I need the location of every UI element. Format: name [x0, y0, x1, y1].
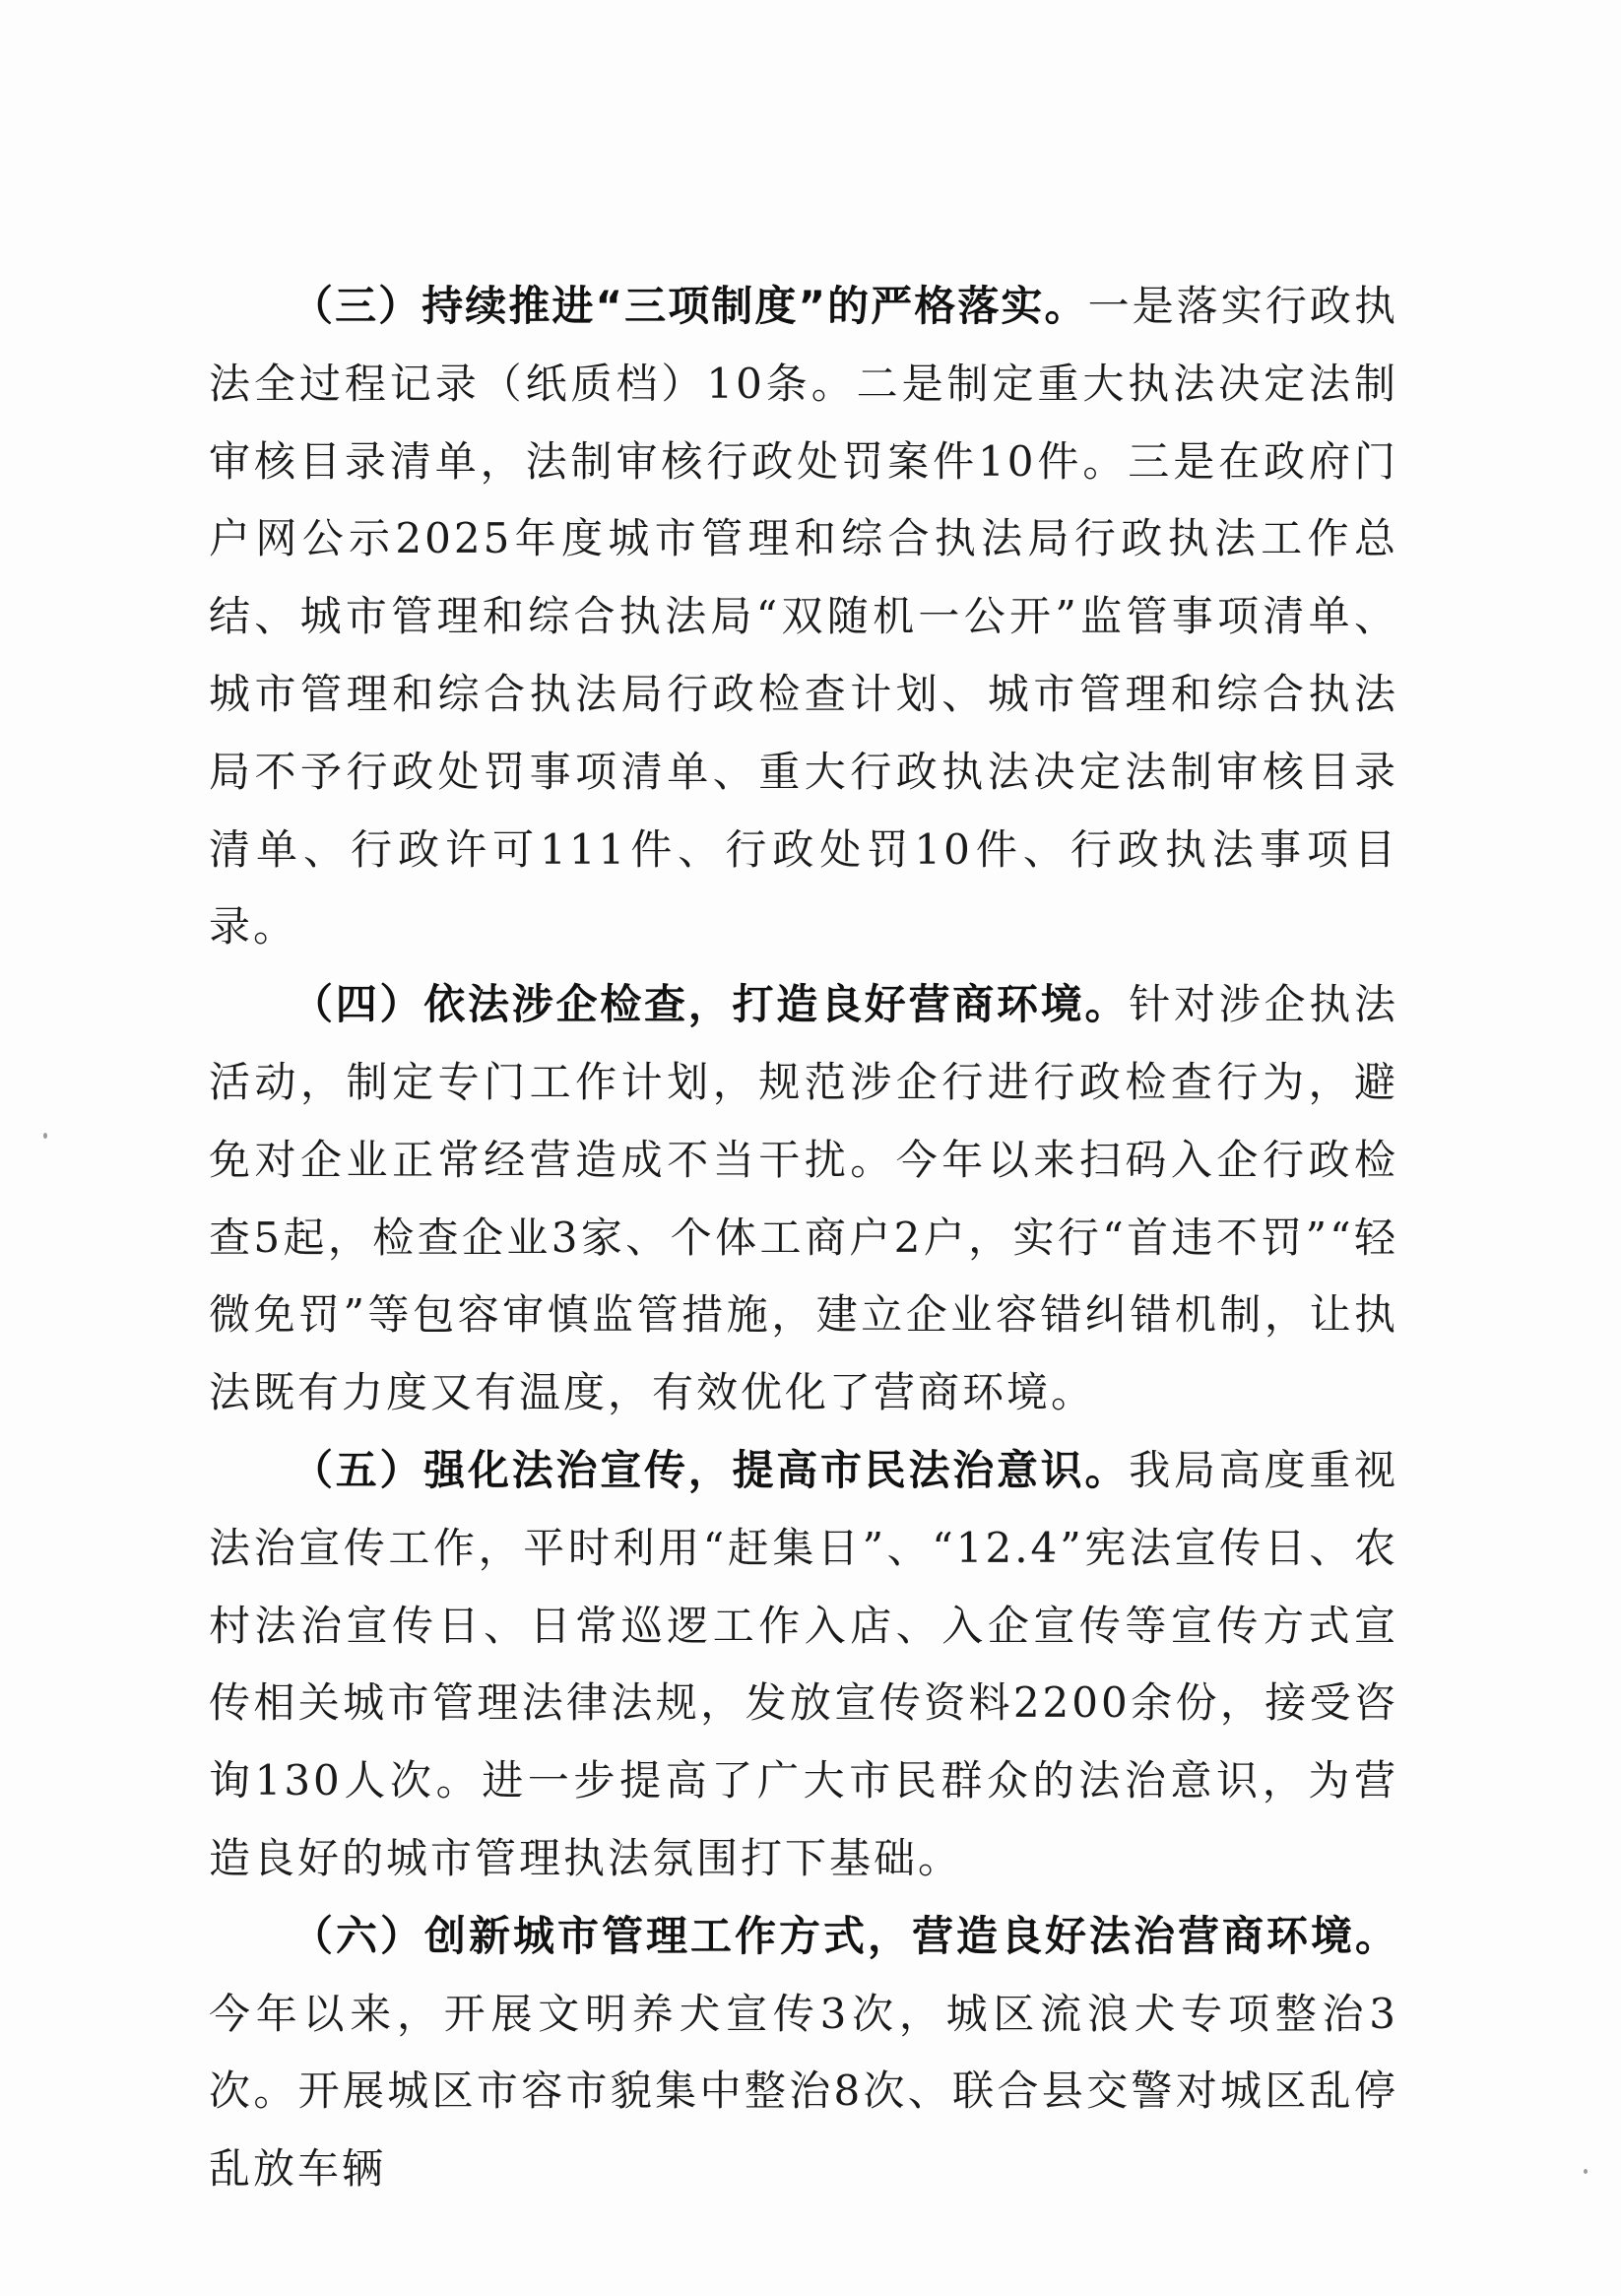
paragraph-three-text: 一是落实行政执法全过程记录（纸质档）10条。二是制定重大执法决定法制审核目录清单，法制审核行政处罚案件10件。三是在政府门户网公示2025年度城市管理和综合执法局行政执法工作总结、城市管理和综合执法局“双随机一公开”监管事项清单、城市管理和综合执法局行政检查计划、城市管理和综合执法局不予行政处罚事项清单、重大行政执法决定法制审核目录清单、行政许可111件、行政处罚10件、行政执法事项目录。	[209, 282, 1398, 951]
paragraph-five-heading: （五）强化法治宣传，提高市民法治意识。	[292, 1445, 1130, 1494]
scan-speck	[1584, 2169, 1588, 2174]
paragraph-six-text: 今年以来，开展文明养犬宣传3次，城区流浪犬专项整治3次。开展城区市容市貌集中整治8次、联合县交警对城区乱停乱放车辆	[209, 1989, 1398, 2194]
paragraph-five	[209, 1432, 1398, 1898]
paragraph-five-text: 我局高度重视法治宣传工作，平时利用“赶集日”、“12.4”宪法宣传日、农村法治宣传日、日常巡逻工作入店、入企宣传等宣传方式宣传相关城市管理法律法规，发放宣传资料2200余份，接受咨询130人次。进一步提高了广大市民群众的法治意识，为营造良好的城市管理执法氛围打下基础。	[209, 1445, 1398, 1882]
scan-speck	[43, 1133, 47, 1139]
paragraph-six	[209, 1898, 1398, 2208]
paragraph-four-text: 针对涉企执法活动，制定专门工作计划，规范涉企行进行政检查行为，避免对企业正常经营造成不当干扰。今年以来扫码入企行政检查5起，检查企业3家、个体工商户2户，实行“首违不罚”“轻微免罚”等包容审慎监管措施，建立企业容错纠错机制，让执法既有力度又有温度，有效优化了营商环境。	[209, 980, 1398, 1417]
document-body	[209, 268, 1398, 2208]
paragraph-four-heading: （四）依法涉企检查，打造良好营商环境。	[292, 980, 1130, 1029]
paragraph-four	[209, 966, 1398, 1432]
paragraph-six-heading: （六）创新城市管理工作方式，营造良好法治营商环境。	[292, 1911, 1398, 1960]
paragraph-three	[209, 268, 1398, 966]
paragraph-three-heading: （三）持续推进“三项制度”的严格落实。	[292, 282, 1088, 330]
